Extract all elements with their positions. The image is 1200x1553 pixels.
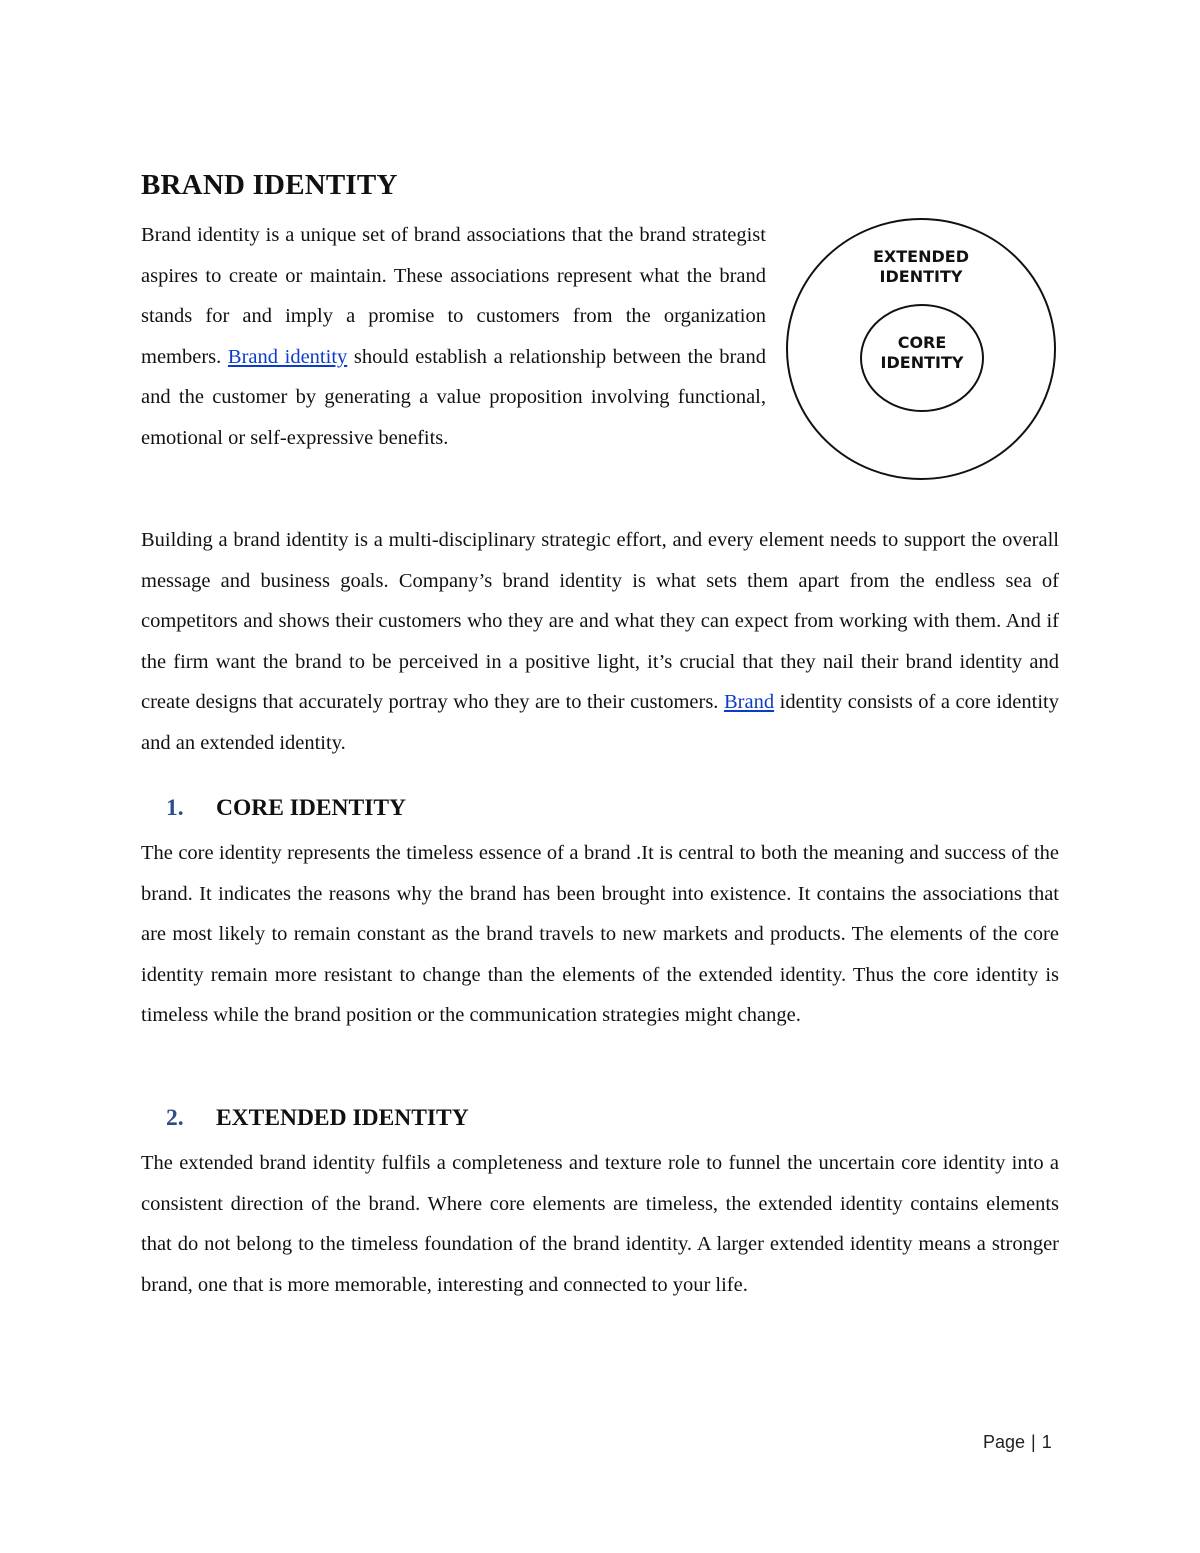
inner-label-line1: CORE bbox=[897, 333, 947, 352]
outer-label-line2: IDENTITY bbox=[879, 267, 963, 286]
brand-link[interactable]: Brand bbox=[723, 691, 775, 714]
page-label: Page bbox=[983, 1432, 1026, 1452]
outer-label-line1: EXTENDED bbox=[873, 247, 969, 266]
page-footer bbox=[983, 1432, 1052, 1453]
core-identity-title: CORE IDENTITY bbox=[216, 795, 406, 821]
page-separator: | bbox=[1031, 1432, 1036, 1452]
building-paragraph bbox=[141, 520, 1059, 764]
extended-identity-paragraph: The extended brand identity fulfils a completeness and texture role to funnel the uncertain core identity into a consistent direction of the brand. Where core elements are timeless, the extended identity contains elements that do not belong to the timeless foundation of the brand identity. A larger extended identity means a stronger brand, one that is more memorable, interesting and connected to your life. bbox=[141, 1152, 1059, 1296]
brand-identity-link[interactable]: Brand identity bbox=[227, 345, 348, 368]
intro-paragraph bbox=[141, 215, 766, 459]
extended-identity-number: 2. bbox=[166, 1105, 184, 1131]
core-identity-number: 1. bbox=[166, 795, 184, 821]
page-number: 1 bbox=[1041, 1432, 1052, 1452]
building-text-end: identity consists of a core identity and an extended identity. bbox=[141, 691, 1059, 754]
brand-identity-diagram bbox=[784, 214, 1060, 484]
extended-identity-heading bbox=[141, 1102, 469, 1134]
core-identity-heading bbox=[141, 792, 406, 824]
core-identity-paragraph: The core identity represents the timeless essence of a brand .It is central to both the meaning and success of the brand. It indicates the reasons why the brand has been brought into existence. It contains the associations that are most likely to remain constant as the brand travels to new markets and products. The elements of the core identity remain more resistant to change than the elements of the extended identity. Thus the core identity is timeless while the brand position or the communication strategies might change. bbox=[141, 842, 1059, 1027]
intro-text-end: should establish a relationship between the brand and the customer by generating a value proposition involving functional, emotional or self-expressive benefits. bbox=[141, 345, 766, 449]
building-text-start: Building a brand identity is a multi-disciplinary strategic effort, and every element needs to support the overall message and business goals. Company’s brand identity is what sets them apart from the endless sea of competitors and shows their customers who they are and what they can expect from working with them. And if the firm want the brand to be perceived in a positive light, it’s crucial that they nail their brand identity and create designs that accurately portray who they are to their customers. bbox=[141, 529, 1059, 714]
inner-label-line2: IDENTITY bbox=[880, 353, 964, 372]
intro-text-start: Brand identity is a unique set of brand associations that the brand strategist aspires to create or maintain. These associations represent what the brand stands for and imply a promise to customers from the organization members. bbox=[141, 224, 766, 368]
extended-identity-title: EXTENDED IDENTITY bbox=[216, 1105, 469, 1131]
document-title: BRAND IDENTITY bbox=[141, 169, 398, 201]
